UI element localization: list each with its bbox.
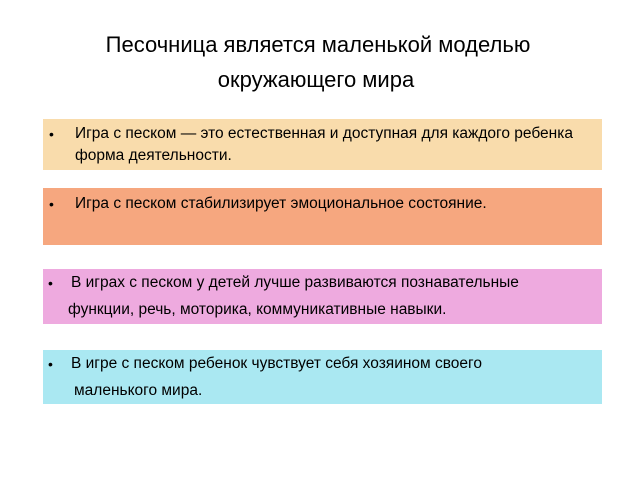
bullet-text-line-1: В игре с песком ребенок чувствует себя хозяином своего bbox=[71, 355, 482, 372]
bullet-icon: • bbox=[48, 275, 53, 291]
bullet-box-3 bbox=[43, 269, 602, 324]
bullet-item bbox=[43, 269, 602, 324]
bullet-item bbox=[43, 119, 602, 170]
slide-title-line-2: окружающего мира bbox=[217, 67, 415, 92]
bullet-item bbox=[43, 188, 602, 245]
bullet-box-1 bbox=[43, 119, 602, 170]
bullet-item bbox=[43, 350, 602, 404]
bullet-text: Игра с песком — это естественная и доступная для каждого ребенка форма деятельности. bbox=[75, 125, 573, 164]
bullet-box-4 bbox=[43, 350, 602, 404]
bullet-icon: • bbox=[49, 126, 54, 142]
bullet-text-line-2: маленького мира. bbox=[74, 382, 203, 399]
bullet-text-line-2: функции, речь, моторика, коммуникативные навыки. bbox=[68, 301, 447, 318]
slide-title-line-1: Песочница является маленькой моделью bbox=[105, 32, 531, 57]
bullet-box-2 bbox=[43, 188, 602, 245]
bullet-icon: • bbox=[48, 356, 53, 372]
bullet-text-line-1: В играх с песком у детей лучше развиваются познавательные bbox=[71, 274, 519, 291]
bullet-icon: • bbox=[49, 196, 54, 212]
bullet-text: Игра с песком стабилизирует эмоциональное состояние. bbox=[75, 195, 487, 212]
